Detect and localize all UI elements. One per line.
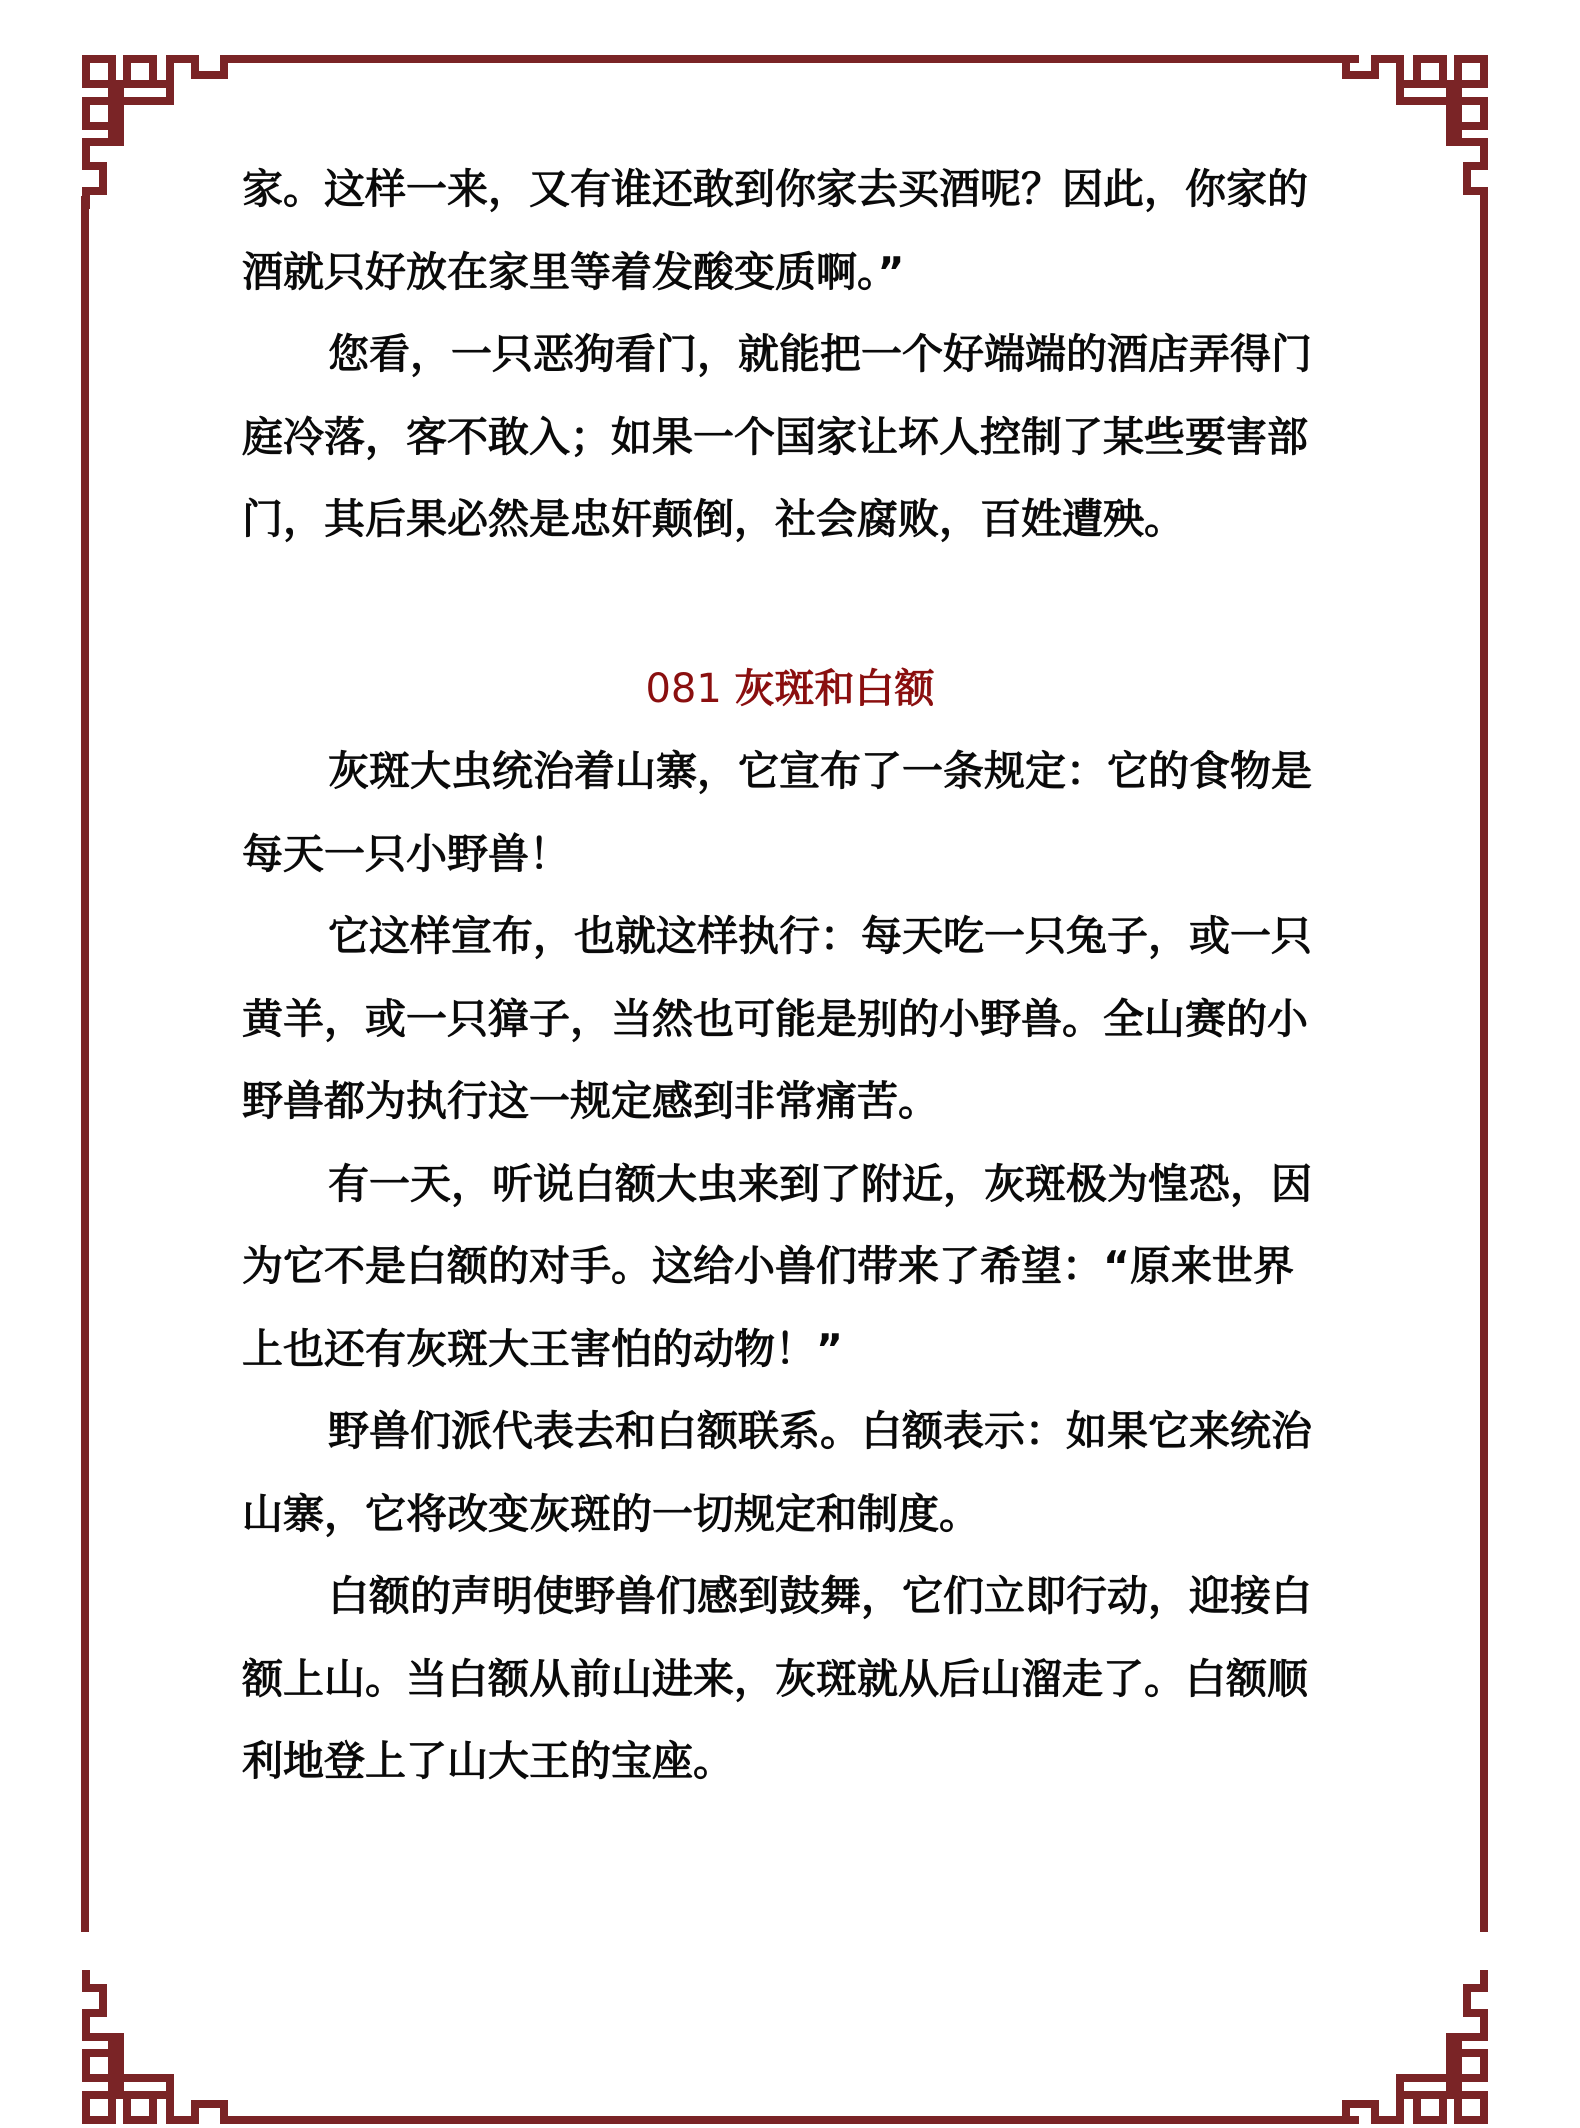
text-line: 庭冷落，客不敢入；如果一个国家让坏人控制了某些要害部 (242, 412, 1308, 461)
text-line: 门，其后果必然是忠奸颠倒，社会腐败，百姓遭殃。 (242, 495, 1185, 543)
text-line: 利地登上了山大王的宝座。 (242, 1737, 734, 1785)
text-line: 野兽都为执行这一规定感到非常痛苦。 (242, 1077, 939, 1125)
text-line: 灰斑大虫统治着山寨，它宣布了一条规定：它的食物是 (328, 747, 1312, 795)
text-line: 上也还有灰斑大王害怕的动物！” (242, 1324, 843, 1373)
text-line: 您看，一只恶狗看门，就能把一个好端端的酒店弄得门 (328, 330, 1312, 378)
story-name: 灰斑和白额 (734, 666, 935, 712)
text-line: 野兽们派代表去和白额联系。白额表示：如果它来统治 (328, 1407, 1312, 1455)
corner-ornament-bottom-left (86, 1974, 224, 2120)
story-number: 081 (645, 666, 722, 712)
story-body (242, 730, 1342, 1803)
text-line: 山寨，它将改变灰斑的一切规定和制度。 (242, 1489, 980, 1538)
story-title (0, 648, 1580, 731)
corner-ornament-bottom-right (1346, 1974, 1484, 2120)
previous-story-continuation (242, 148, 1342, 561)
text-line: 每天一只小野兽！ (242, 829, 570, 878)
text-line: 黄羊，或一只獐子，当然也可能是别的小野兽。全山赛的小 (242, 994, 1308, 1043)
corner-ornament-top-left (86, 59, 224, 205)
text-line: 家。这样一来，又有谁还敢到你家去买酒呢？因此，你家的 (242, 165, 1308, 213)
text-line: 为它不是白额的对手。这给小兽们带来了希望：“原来世界 (242, 1242, 1294, 1290)
text-line: 它这样宣布，也就这样执行：每天吃一只兔子，或一只 (328, 912, 1312, 960)
text-line: 额上山。当白额从前山进来，灰斑就从后山溜走了。白额顺 (242, 1654, 1308, 1703)
text-line: 酒就只好放在家里等着发酸变质啊。” (242, 247, 905, 296)
text-line: 有一天，听说白额大虫来到了附近，灰斑极为惶恐，因 (328, 1159, 1312, 1208)
text-line: 白额的声明使野兽们感到鼓舞，它们立即行动，迎接白 (328, 1572, 1312, 1620)
corner-ornament-top-right (1346, 59, 1484, 205)
